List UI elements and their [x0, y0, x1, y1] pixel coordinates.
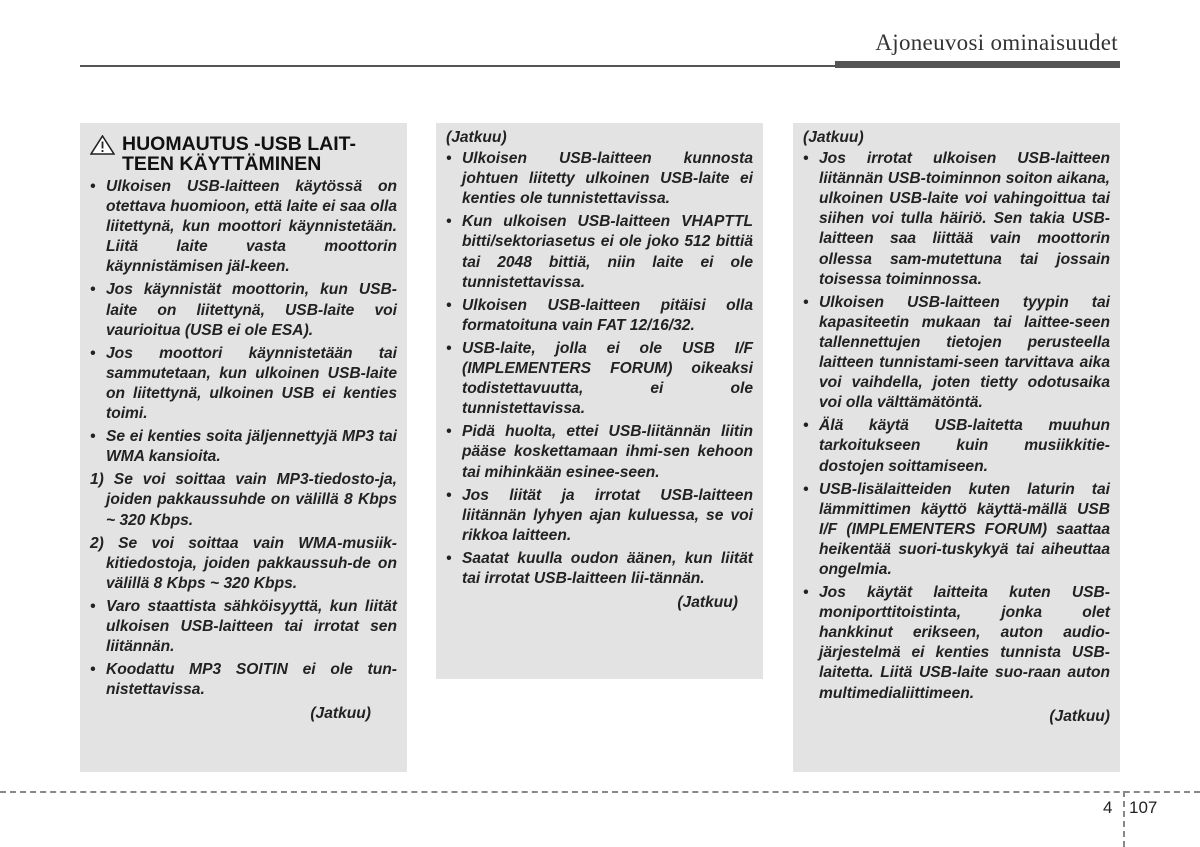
- continued-header: (Jatkuu): [446, 129, 507, 146]
- continued-header: (Jatkuu): [803, 129, 864, 146]
- list-item: • Varo staattista sähköisyyttä, kun liität ulkoisen USB-laitteen tai irrotat sen liitännän.: [90, 597, 397, 657]
- bullet-list: [803, 149, 1110, 704]
- page-number: 107: [1129, 798, 1158, 817]
- list-item: • USB-laite, jolla ei ole USB I/F (IMPLEMENTERS FORUM) oikeaksi todistettavuutta, ei ole tunnistettavissa.: [446, 339, 753, 419]
- list-item: • Ulkoisen USB-laitteen käytössä on otettava huomioon, että laite ei saa olla liitettynä, kun moottori käynnistetään. Liitä laite vasta moottorin käynnistämisen jäl-keen.: [90, 177, 397, 277]
- numbered-list: [90, 470, 397, 594]
- list-item: • Koodattu MP3 SOITIN ei ole tun-nistettavissa.: [90, 660, 397, 700]
- bullet-list: [90, 177, 397, 467]
- continued-label: (Jatkuu): [1049, 707, 1110, 725]
- note-panel-2: [436, 123, 763, 679]
- list-item: • Ulkoisen USB-laitteen pitäisi olla formatoituna vain FAT 12/16/32.: [446, 296, 753, 336]
- list-item: • Älä käytä USB-laitetta muuhun tarkoitukseen kuin musiikkitie-dostojen soittamiseen.: [803, 416, 1110, 476]
- bullet-list: [90, 597, 397, 700]
- list-item: • Jos liität ja irrotat USB-laitteen liitännän lyhyen ajan kuluessa, se voi rikkoa laitteen.: [446, 486, 753, 546]
- continued-label: (Jatkuu): [677, 594, 738, 612]
- warning-triangle-icon: [90, 135, 115, 155]
- note-panel-1: [80, 123, 407, 772]
- list-item: • Jos moottori käynnistetään tai sammutetaan, kun ulkoinen USB-laite on liitettynä, ulkoinen USB ei kenties toimi.: [90, 344, 397, 424]
- footer-divider: [1123, 791, 1125, 847]
- running-header-title: Ajoneuvosi ominaisuudet: [875, 30, 1118, 55]
- note-heading: [90, 134, 397, 174]
- note-title: HUOMAUTUS -USB LAIT-TEEN KÄYTTÄMINEN: [122, 133, 356, 175]
- list-item: • Se ei kenties soita jäljennettyjä MP3 tai WMA kansioita.: [90, 427, 397, 467]
- list-item: • Saatat kuulla oudon äänen, kun liität tai irrotat USB-laitteen lii-tännän.: [446, 549, 753, 589]
- header-bar: [835, 61, 1120, 68]
- list-item: • Pidä huolta, ettei USB-liitännän liitin pääse koskettamaan ihmi-sen kehoon tai mihinkään esinee-seen.: [446, 422, 753, 482]
- list-item: • Jos irrotat ulkoisen USB-laitteen liitännän USB-toiminnon soiton aikana, ulkoinen USB-laite voi vahingoittua tai siihen voi tulla häiriö. Sen takia USB-laitteen saa liittää vain moottorin ollessa sam-mutettuna tai jossain toisessa toiminnossa.: [803, 149, 1110, 290]
- note-panel-3: [793, 123, 1120, 772]
- section-number: 4: [1103, 798, 1113, 817]
- continued-label: (Jatkuu): [310, 705, 371, 723]
- footer-rule: [0, 791, 1200, 793]
- list-item: • Jos käynnistät moottorin, kun USB-laite on liitettynä, USB-laite voi vaurioitua (USB ei ole ESA).: [90, 280, 397, 340]
- list-item: • Jos käytät laitteita kuten USB-moniporttitoistinta, jonka olet hankkinut erikseen, auton audio-järjestelmä ei kenties tunnista USB-laitetta. Liitä USB-laite suo-raan auton multimedialiittimeen.: [803, 583, 1110, 704]
- numbered-item: 1) Se voi soittaa vain MP3-tiedosto-ja, joiden pakkaussuhde on välillä 8 Kbps ~ 320 Kbps.: [90, 471, 397, 529]
- numbered-item: 2) Se voi soittaa vain WMA-musiik-kitiedostoja, joiden pakkaussuh-de on välillä 8 Kbps ~ 320 Kbps.: [90, 534, 397, 592]
- list-item: • Ulkoisen USB-laitteen kunnosta johtuen liitetty ulkoinen USB-laite ei kenties ole tunnistettavissa.: [446, 149, 753, 209]
- bullet-list: [446, 149, 753, 589]
- list-item: • Kun ulkoisen USB-laitteen VHAPTTL bitti/sektoriasetus ei ole joko 512 bittiä tai 2048 bittiä, niin laite ei ole tunnistettavissa.: [446, 212, 753, 292]
- list-item: • Ulkoisen USB-laitteen tyypin tai kapasiteetin mukaan tai laittee-seen tallennettujen tietojen perusteella laitteen tunnistami-seen tarvittava aika voi vaihdella, joten tietty odotusaika voi olla välttämätöntä.: [803, 293, 1110, 414]
- list-item: • USB-lisälaitteiden kuten laturin tai lämmittimen käyttö käyttä-mällä USB I/F (IMPLEMENTERS FORUM) saattaa heikentää suori-tuskykyä tai aiheuttaa ongelmia.: [803, 480, 1110, 580]
